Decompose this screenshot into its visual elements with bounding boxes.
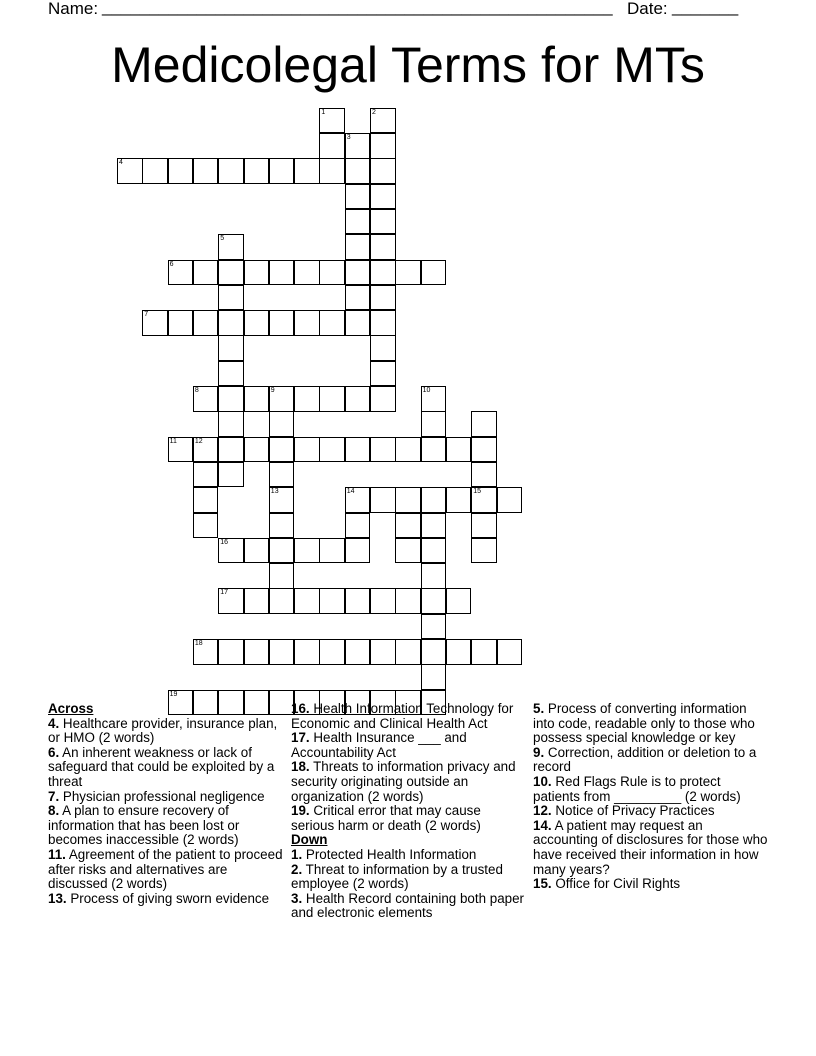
clue-num: 6. <box>48 744 60 760</box>
grid-cell[interactable] <box>244 386 270 412</box>
grid-cell[interactable] <box>471 411 497 437</box>
grid-cell[interactable] <box>395 639 421 665</box>
clue-text: Critical error that may cause serious harm or death (2 words) <box>291 803 481 833</box>
grid-cell[interactable] <box>269 437 295 463</box>
grid-cell[interactable] <box>471 437 497 463</box>
grid-cell[interactable] <box>244 538 270 564</box>
grid-cell[interactable] <box>395 588 421 614</box>
clue-num: 19. <box>291 803 310 819</box>
clue-num: 8. <box>48 803 60 819</box>
grid-cell[interactable] <box>193 158 219 184</box>
clue-column-3 <box>533 702 769 892</box>
clue-number: 3 <box>346 134 351 141</box>
grid-cell[interactable] <box>446 588 472 614</box>
grid-cell[interactable] <box>218 260 244 286</box>
date-field[interactable]: _______ <box>672 0 739 16</box>
clue-text: Process of giving sworn evidence <box>66 890 270 906</box>
clue-num: 13. <box>48 890 67 906</box>
clue-num: 2. <box>291 861 303 877</box>
grid-cell[interactable] <box>294 639 320 665</box>
grid-cell[interactable] <box>446 639 472 665</box>
grid-cell[interactable] <box>319 639 345 665</box>
grid-cell[interactable] <box>395 538 421 564</box>
grid-cell[interactable] <box>193 513 219 539</box>
clue <box>291 760 527 804</box>
grid-cell[interactable] <box>345 209 371 235</box>
grid-cell[interactable] <box>421 563 447 589</box>
grid-cell[interactable] <box>421 437 447 463</box>
grid-cell[interactable] <box>218 310 244 336</box>
grid-cell[interactable] <box>244 588 270 614</box>
clue-text: An inherent weakness or lack of safeguard that could be exploited by a threat <box>48 744 275 789</box>
grid-cell[interactable] <box>497 487 523 513</box>
clue-text: A patient may request an accounting of disclosures for those who have received their information in how many years? <box>533 817 768 877</box>
clue <box>291 863 527 892</box>
grid-cell[interactable] <box>218 411 244 437</box>
grid-cell[interactable] <box>244 260 270 286</box>
grid-cell[interactable] <box>370 639 396 665</box>
grid-cell[interactable] <box>421 639 447 665</box>
clue-text: Red Flags Rule is to protect patients from _________ (2 words) <box>533 773 741 804</box>
grid-cell[interactable] <box>345 184 371 210</box>
clue <box>291 848 527 863</box>
grid-cell[interactable] <box>446 487 472 513</box>
clue-number: 4 <box>119 159 123 167</box>
grid-cell[interactable] <box>269 639 295 665</box>
grid-cell[interactable] <box>193 462 219 488</box>
clue-text: Health Insurance ___ and Accountability Act <box>291 730 467 760</box>
grid-cell[interactable] <box>294 538 320 564</box>
clue-number: 13 <box>270 488 279 496</box>
clue-text: Notice of Privacy Practices <box>551 803 715 819</box>
grid-cell[interactable] <box>193 260 219 286</box>
grid-cell[interactable] <box>370 158 396 184</box>
grid-cell[interactable] <box>294 158 320 184</box>
grid-cell[interactable] <box>421 411 447 437</box>
grid-cell[interactable] <box>421 513 447 539</box>
grid-cell[interactable] <box>345 437 371 463</box>
name-field[interactable]: ______________________________________________________ <box>102 0 613 16</box>
clue-num: 12. <box>533 803 552 819</box>
grid-cell[interactable] <box>294 437 320 463</box>
clue-num: 9. <box>533 744 545 760</box>
clue <box>48 717 284 746</box>
clue-number: 5 <box>220 235 225 243</box>
down-heading: Down <box>291 832 328 848</box>
grid-cell[interactable] <box>168 158 194 184</box>
grid-cell[interactable] <box>168 310 194 336</box>
grid-cell[interactable] <box>370 209 396 235</box>
grid-cell[interactable] <box>218 335 244 361</box>
grid-cell[interactable] <box>345 639 371 665</box>
grid-cell[interactable] <box>218 639 244 665</box>
grid-cell[interactable] <box>319 386 345 412</box>
grid-cell[interactable] <box>269 538 295 564</box>
clue-text: Protected Health Information <box>302 846 477 862</box>
clue <box>291 731 527 760</box>
grid-cell[interactable] <box>269 588 295 614</box>
grid-cell[interactable] <box>244 158 270 184</box>
clue-text: Healthcare provider, insurance plan, or HMO (2 words) <box>48 715 278 746</box>
clue-text: Correction, addition or deletion to a record <box>533 744 757 775</box>
grid-cell[interactable] <box>218 285 244 311</box>
grid-cell[interactable] <box>319 588 345 614</box>
clue-number: 14 <box>346 488 355 496</box>
clue-text: Physician professional negligence <box>59 788 265 804</box>
clue-number: 19 <box>169 690 178 698</box>
clue <box>48 848 284 892</box>
clue <box>533 775 769 804</box>
grid-cell[interactable] <box>421 664 447 690</box>
grid-cell[interactable] <box>395 487 421 513</box>
grid-cell[interactable] <box>370 310 396 336</box>
clue-column-2 <box>291 702 527 921</box>
clue-number: 12 <box>194 437 203 445</box>
clue-num: 11. <box>48 846 66 862</box>
clue-num: 16. <box>291 701 310 716</box>
clue-number: 18 <box>194 640 203 647</box>
grid-cell[interactable] <box>421 260 447 286</box>
grid-cell[interactable] <box>345 513 371 539</box>
grid-cell[interactable] <box>370 588 396 614</box>
clue-text: Process of converting information into code, readable only to those who possess special knowledge or key <box>533 701 755 746</box>
clue-text: Threats to information privacy and security originating outside an organization (2 words) <box>291 759 516 804</box>
grid-cell[interactable] <box>294 260 320 286</box>
grid-cell[interactable] <box>370 234 396 260</box>
grid-cell[interactable] <box>244 310 270 336</box>
grid-cell[interactable] <box>294 310 320 336</box>
grid-cell[interactable] <box>319 260 345 286</box>
grid-cell[interactable] <box>269 260 295 286</box>
grid-cell[interactable] <box>345 260 371 286</box>
grid-cell[interactable] <box>269 310 295 336</box>
grid-cell[interactable] <box>395 260 421 286</box>
clue-num: 7. <box>48 788 60 804</box>
grid-cell[interactable] <box>244 437 270 463</box>
grid-cell[interactable] <box>218 361 244 387</box>
clue-number: 11 <box>169 437 177 445</box>
grid-cell[interactable] <box>319 158 345 184</box>
grid-cell[interactable] <box>345 285 371 311</box>
grid-cell[interactable] <box>218 386 244 412</box>
across-clue-list <box>48 717 284 907</box>
page-title: Medicolegal Terms for MTs <box>111 37 705 93</box>
down-clue-list <box>291 848 527 921</box>
grid-cell[interactable] <box>370 184 396 210</box>
down-clue-list-continued <box>533 702 769 892</box>
grid-cell[interactable] <box>319 310 345 336</box>
clue <box>533 746 769 775</box>
grid-cell[interactable] <box>370 260 396 286</box>
clue-number: 15 <box>473 488 481 496</box>
grid-cell[interactable] <box>218 462 244 488</box>
grid-cell[interactable] <box>345 386 371 412</box>
clue-number: 17 <box>220 589 228 597</box>
clue-number: 10 <box>422 387 431 394</box>
grid-cell[interactable] <box>370 437 396 463</box>
grid-cell[interactable] <box>370 386 396 412</box>
clue-text: Threat to information by a trusted employee (2 words) <box>291 861 503 892</box>
grid-cell[interactable] <box>345 234 371 260</box>
grid-cell[interactable] <box>218 158 244 184</box>
clue <box>48 892 284 907</box>
grid-cell[interactable] <box>345 588 371 614</box>
clue-text: Health Information Technology for Economic and Clinical Health Act <box>291 701 514 731</box>
grid-cell[interactable] <box>421 487 447 513</box>
grid-cell[interactable] <box>142 158 168 184</box>
grid-cell[interactable] <box>370 487 396 513</box>
clue <box>533 702 769 746</box>
grid-cell[interactable] <box>421 588 447 614</box>
clue-num: 18. <box>291 759 310 775</box>
grid-cell[interactable] <box>269 462 295 488</box>
clue-number: 8 <box>194 387 199 394</box>
clue-number: 1 <box>321 108 326 116</box>
clue-num: 10. <box>533 773 552 789</box>
grid-cell[interactable] <box>345 538 371 564</box>
grid-cell[interactable] <box>471 538 497 564</box>
grid-cell[interactable] <box>269 563 295 589</box>
clue-text: A plan to ensure recovery of information that has been lost or becomes inaccessible (2 words) <box>48 803 240 848</box>
grid-cell[interactable] <box>446 437 472 463</box>
clue-num: 3. <box>291 890 303 906</box>
clue-text: Agreement of the patient to proceed after risks and alternatives are discussed (2 words) <box>48 846 283 892</box>
grid-cell[interactable] <box>294 588 320 614</box>
grid-cell[interactable] <box>294 386 320 412</box>
grid-cell[interactable] <box>370 133 396 159</box>
clue <box>533 819 769 877</box>
grid-cell[interactable] <box>421 538 447 564</box>
grid-cell[interactable] <box>471 513 497 539</box>
clue <box>48 790 284 805</box>
grid-cell[interactable] <box>269 513 295 539</box>
grid-cell[interactable] <box>395 513 421 539</box>
clue-num: 17. <box>291 730 310 746</box>
grid-cell[interactable] <box>345 158 371 184</box>
clue-text: Health Record containing both paper and electronic elements <box>291 890 525 921</box>
clue <box>48 746 284 790</box>
clue-num: 4. <box>48 715 60 731</box>
grid-cell[interactable] <box>370 361 396 387</box>
clue-text: Office for Civil Rights <box>551 876 681 892</box>
grid-cell[interactable] <box>269 158 295 184</box>
clue <box>48 804 284 848</box>
clue-number: 9 <box>270 387 275 394</box>
grid-cell[interactable] <box>471 462 497 488</box>
name-label: Name: <box>48 0 99 18</box>
clue-number: 7 <box>144 311 149 319</box>
grid-cell[interactable] <box>421 614 447 640</box>
across-clue-list-continued <box>291 702 527 833</box>
clue-num: 1. <box>291 846 303 862</box>
across-heading: Across <box>48 701 94 716</box>
grid-cell[interactable] <box>193 487 219 513</box>
grid-cell[interactable] <box>244 639 270 665</box>
grid-cell[interactable] <box>471 639 497 665</box>
grid-cell[interactable] <box>218 437 244 463</box>
grid-cell[interactable] <box>395 437 421 463</box>
grid-cell[interactable] <box>193 310 219 336</box>
grid-cell[interactable] <box>370 285 396 311</box>
clue-num: 5. <box>533 701 545 716</box>
grid-cell[interactable] <box>497 639 523 665</box>
grid-cell[interactable] <box>345 310 371 336</box>
clue <box>533 877 769 892</box>
clue <box>533 804 769 819</box>
clue-number: 16 <box>220 538 228 546</box>
grid-cell[interactable] <box>319 133 345 159</box>
grid-cell[interactable] <box>269 411 295 437</box>
clue-num: 14. <box>533 817 552 833</box>
date-label: Date: <box>627 0 668 18</box>
clue-number: 6 <box>169 260 174 268</box>
clue <box>291 892 527 921</box>
clue <box>291 804 527 833</box>
clue-column-1 <box>48 702 284 906</box>
grid-cell[interactable] <box>370 335 396 361</box>
clue-number: 2 <box>372 108 376 116</box>
clue-num: 15. <box>533 876 552 892</box>
grid-cell[interactable] <box>319 538 345 564</box>
grid-cell[interactable] <box>319 437 345 463</box>
clue <box>291 702 527 731</box>
